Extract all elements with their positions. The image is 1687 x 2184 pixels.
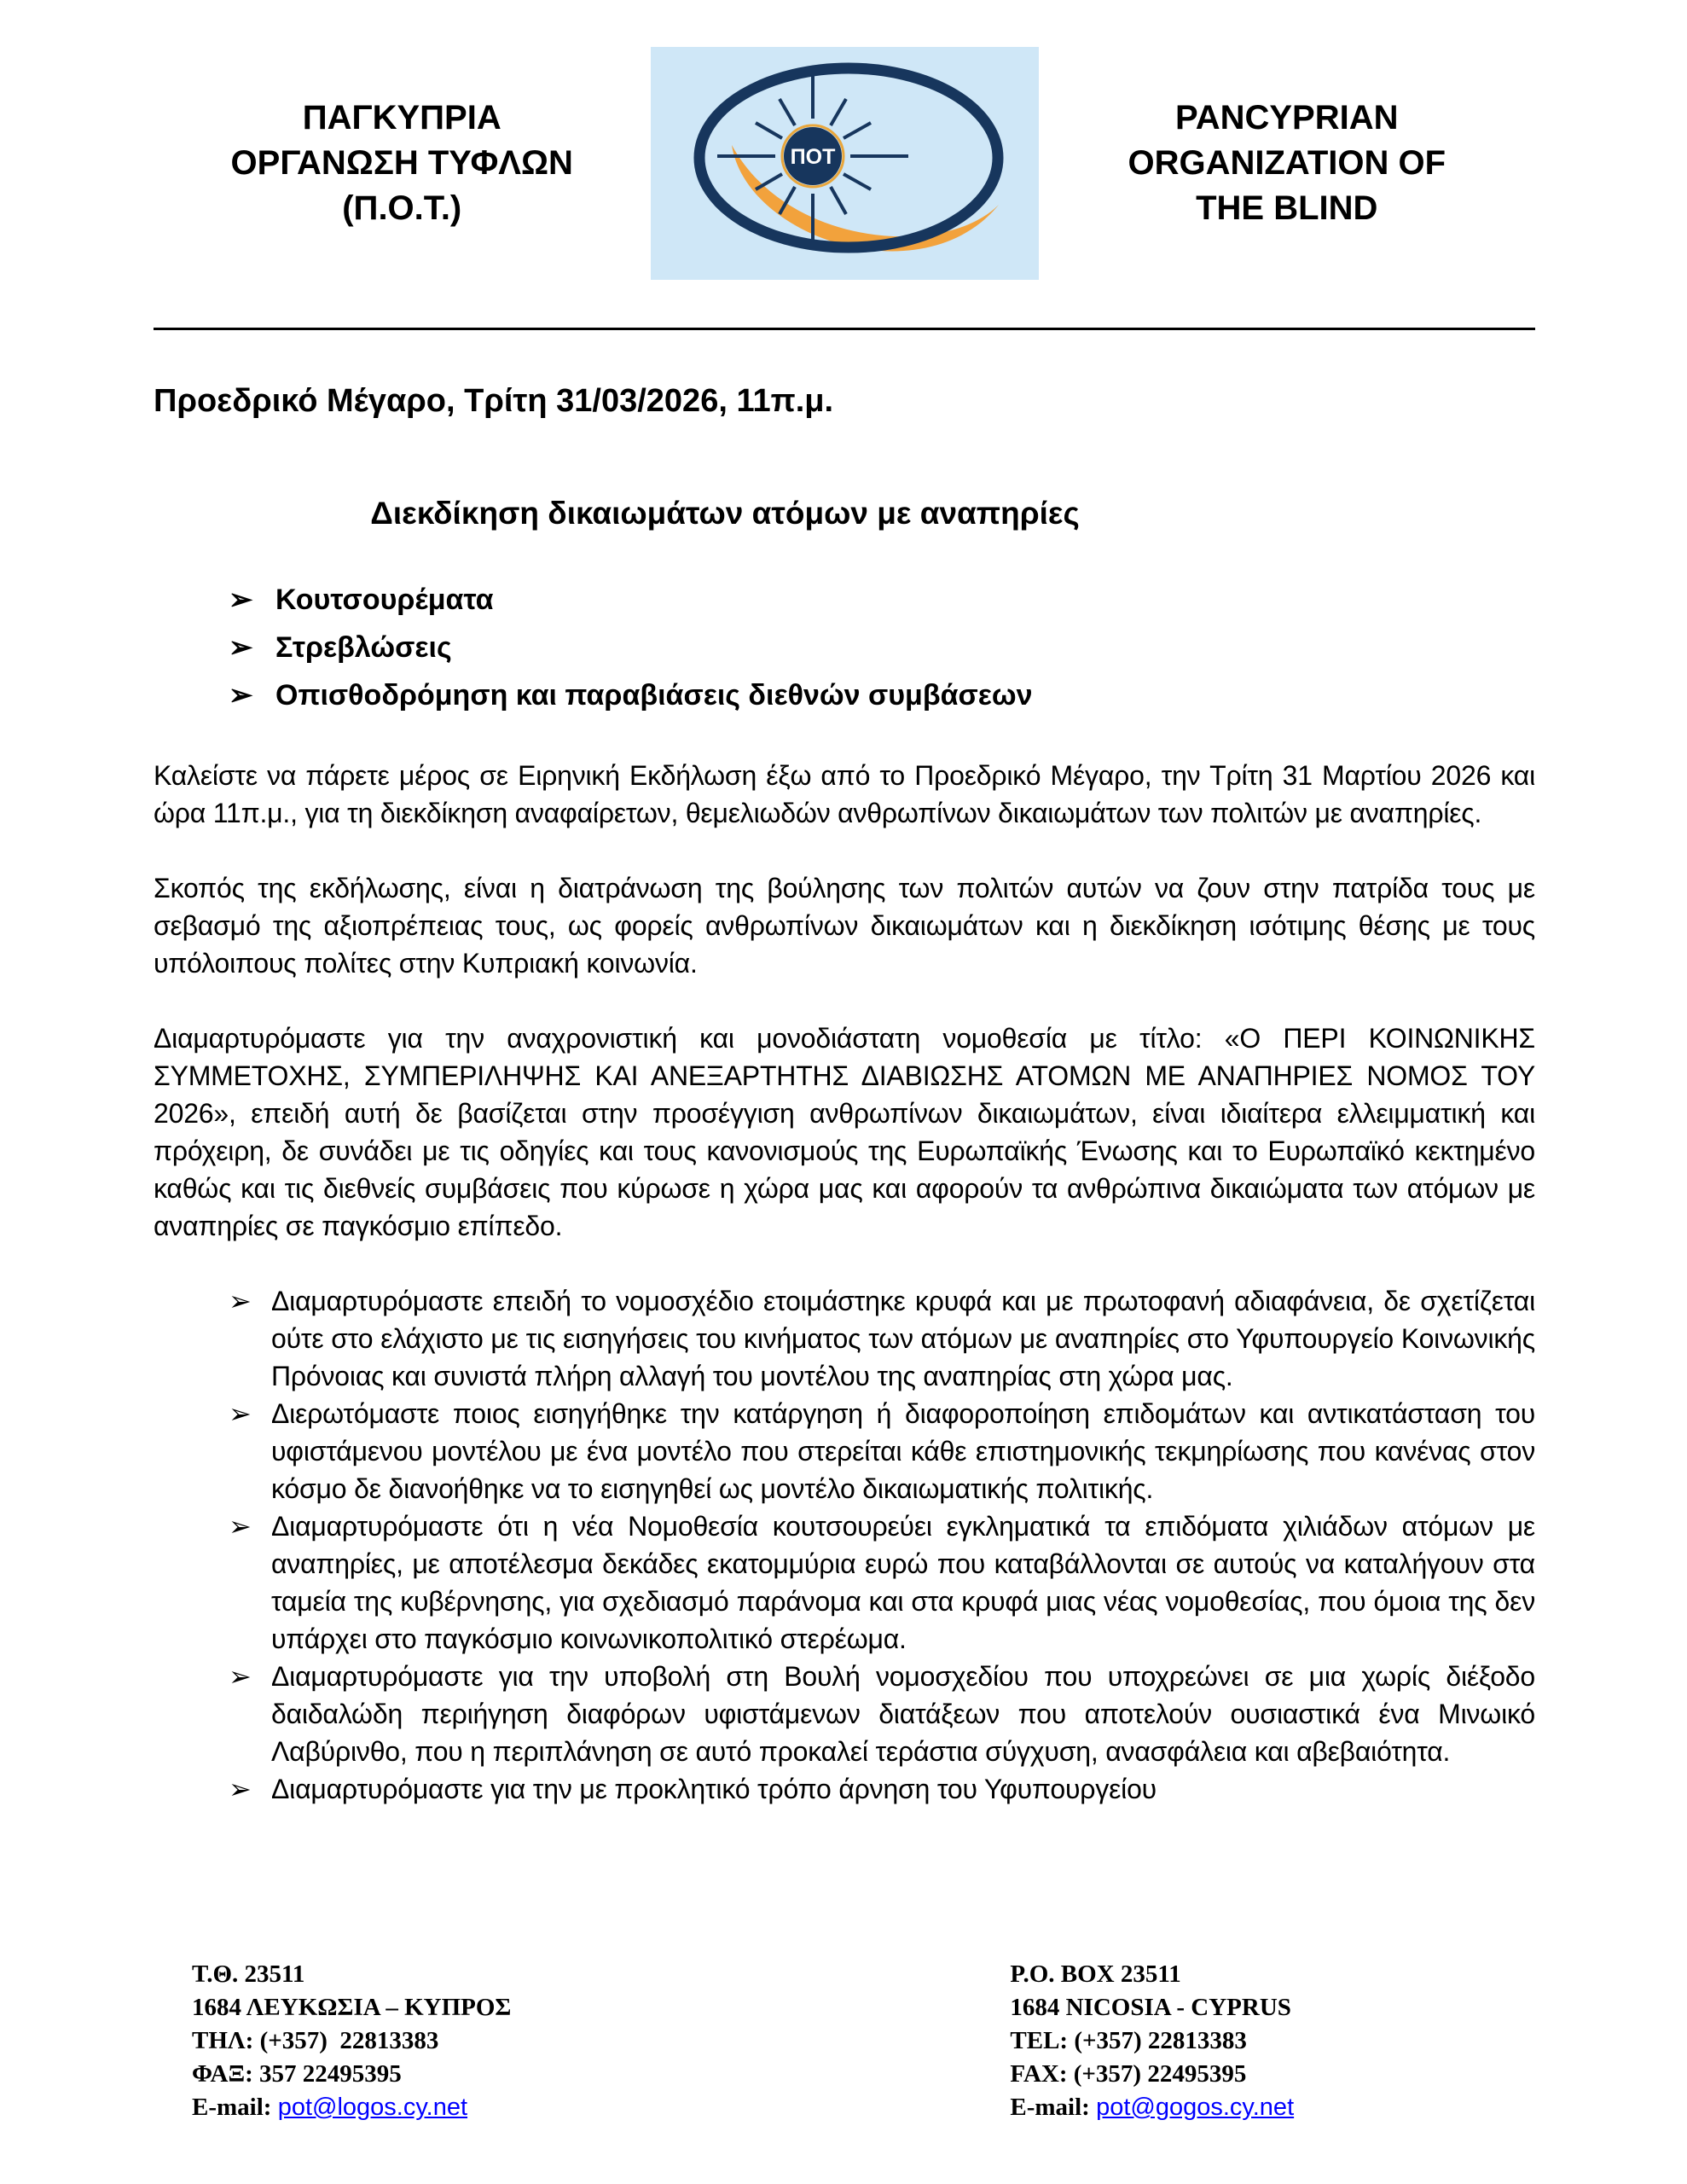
list-item bbox=[229, 1507, 1535, 1658]
phone-greek: ΤΗΛ: (+357) 22813383 bbox=[192, 2027, 439, 2054]
arrow-bullet-icon: ➢ bbox=[229, 1286, 252, 1316]
arrow-bullet-icon: ➢ bbox=[229, 1774, 252, 1804]
fax-english: FAX: (+357) 22495395 bbox=[1010, 2060, 1247, 2088]
email-link-english[interactable]: pot@gogos.cy.net bbox=[1096, 2094, 1295, 2121]
phone-english: TEL: (+357) 22813383 bbox=[1010, 2027, 1247, 2054]
arrow-bullet-icon: ➢ bbox=[229, 1661, 252, 1692]
logo-monogram: ΠΟΤ bbox=[790, 145, 835, 169]
arrow-bullet-icon: ➢ bbox=[229, 1511, 252, 1542]
org-name-english bbox=[1039, 96, 1536, 231]
key-point-label: Οπισθοδρόμηση και παραβιάσεις διεθνών συμβάσεων bbox=[275, 679, 1033, 712]
org-name-english-line: THE BLIND bbox=[1196, 189, 1378, 227]
email-label: E-mail: bbox=[1010, 2094, 1090, 2121]
po-box-english: P.O. BOX 23511 bbox=[1010, 1960, 1181, 1988]
list-item bbox=[229, 1395, 1535, 1507]
org-name-english-line: ORGANIZATION OF bbox=[1128, 144, 1446, 182]
po-box-greek: Τ.Θ. 23511 bbox=[192, 1960, 305, 1988]
paragraph: Διαμαρτυρόμαστε για την αναχρονιστική και μονοδιάστατη νομοθεσία με τίτλο: «Ο ΠΕΡΙ ΚΟΙΝΩΝΙΚΗΣ ΣΥΜΜΕΤΟΧΗΣ, ΣΥΜΠΕΡΙΛΗΨΗΣ ΚΑΙ ΑΝΕΞΑΡΤΗΤΗΣ ΔΙΑΒΙΩΣΗΣ ΑΤΟΜΩΝ ΜΕ ΑΝΑΠΗΡΙΕΣ ΝΟΜΟΣ ΤΟΥ 2026», επειδή αυτή δε βασίζεται στην προσέγγιση ανθρωπίνων δικαιωμάτων, είναι ιδιαίτερα ελλειμματική και πρόχειρη, δε συνάδει με τις οδηγίες και τους κανονισμούς της Ευρωπαϊκής Ένωσης και το Ευρωπαϊκό κεκτημένο καθώς και τις διεθνείς συμβάσεις που κύρωσε η χώρα μας και αφορούν τα ανθρώπινα δικαιώματα των ατόμων με αναπηρίες σε παγκόσμιο επίπεδο. bbox=[154, 1023, 1535, 1241]
email-line-english bbox=[1010, 2091, 1535, 2124]
arrow-bullet-icon: ➢ bbox=[229, 679, 253, 712]
list-item bbox=[229, 1770, 1535, 1808]
pot-logo-graphic bbox=[651, 47, 1039, 280]
protest-point-text: Διαμαρτυρόμαστε ότι η νέα Νομοθεσία κουτσουρεύει εγκληματικά τα επιδόματα χιλιάδων ατόμων με αναπηρίες, με αποτέλεσμα δεκάδες εκατομμύρια ευρώ που καταβάλλονται σε αυτούς να καταλήγουν στα ταμεία της κυβέρνησης, για σχεδιασμό παράνομα και στα κρυφά μιας νέας νομοθεσίας, που όμοια της δεν υπάρχει στο παγκόσμιο κοινωνικοπολιτικό στερέωμα. bbox=[271, 1511, 1535, 1654]
key-point-label: Στρεβλώσεις bbox=[275, 631, 452, 664]
address-greek: 1684 ΛΕΥΚΩΣΙΑ – ΚΥΠΡΟΣ bbox=[192, 1994, 512, 2021]
protest-point-text: Διαμαρτυρόμαστε για την υποβολή στη Βουλή νομοσχεδίου που υποχρεώνει σε μια χωρίς διέξοδο δαιδαλώδη περιήγηση διαφόρων υφιστάμενων διατάξεων που αποτελούν ουσιαστικά ένα Μινωικό Λαβύρινθο, που η περιπλάνηση σε αυτό προκαλεί τεράστια σύγχυση, ανασφάλεια και αβεβαιότητα. bbox=[271, 1661, 1535, 1767]
paragraph: Καλείστε να πάρετε μέρος σε Ειρηνική Εκδήλωση έξω από το Προεδρικό Μέγαρο, την Τρίτη 31 Μαρτίου 2026 και ώρα 11π.μ., για τη διεκδίκηση αναφαίρετων, θεμελιωδών ανθρωπίνων δικαιωμάτων των πολιτών με αναπηρίες. bbox=[154, 760, 1535, 828]
org-name-greek-line: (Π.Ο.Τ.) bbox=[342, 189, 462, 227]
list-item bbox=[229, 1282, 1535, 1395]
org-name-greek-line: ΟΡΓΑΝΩΣΗ ΤΥΦΛΩΝ bbox=[230, 144, 573, 182]
list-item bbox=[229, 1658, 1535, 1770]
arrow-bullet-icon: ➢ bbox=[229, 1398, 252, 1429]
contact-block-english bbox=[1010, 1958, 1535, 2124]
protest-point-text: Διαμαρτυρόμαστε για την με προκλητικό τρόπο άρνηση του Υφυπουργείου bbox=[271, 1774, 1157, 1804]
protest-points-list bbox=[154, 1282, 1535, 1808]
pot-logo bbox=[651, 47, 1039, 280]
header-divider bbox=[154, 328, 1535, 330]
list-item bbox=[229, 624, 1535, 671]
key-points-list bbox=[154, 576, 1535, 719]
page-title: Διεκδίκηση δικαιωμάτων ατόμων με αναπηρίες bbox=[370, 496, 1080, 531]
contact-block-greek bbox=[154, 1958, 1010, 2124]
email-line-greek bbox=[192, 2091, 1010, 2124]
org-name-greek bbox=[154, 96, 651, 231]
list-item bbox=[229, 576, 1535, 624]
arrow-bullet-icon: ➢ bbox=[229, 631, 253, 664]
arrow-bullet-icon: ➢ bbox=[229, 584, 253, 616]
protest-point-text: Διερωτόμαστε ποιος εισηγήθηκε την κατάργηση ή διαφοροποίηση επιδομάτων και αντικατάσταση του υφιστάμενου μοντέλου με ένα μοντέλο που στερείται κάθε επιστημονικής τεκμηρίωσης που κανένας στον κόσμο δε διανοήθηκε να το εισηγηθεί ως μοντέλο δικαιωματικής πολιτικής. bbox=[271, 1398, 1535, 1504]
key-point-label: Κουτσουρέματα bbox=[275, 584, 494, 616]
email-label: E-mail: bbox=[192, 2094, 272, 2121]
address-english: 1684 NICOSIA - CYPRUS bbox=[1010, 1994, 1291, 2021]
contact-footer bbox=[154, 1958, 1535, 2124]
org-name-english-line: PANCYPRIAN bbox=[1174, 99, 1399, 136]
paragraph: Σκοπός της εκδήλωσης, είναι η διατράνωση της βούλησης των πολιτών αυτών να ζουν στην πατρίδα τους με σεβασμό της αξιοπρέπειας τους, ως φορείς ανθρωπίνων δικαιωμάτων και η διεκδίκηση ισότιμης θέσης με τους υπόλοιπους πολίτες στην Κυπριακή κοινωνία. bbox=[154, 873, 1535, 979]
letterhead bbox=[154, 47, 1535, 280]
dateline: Προεδρικό Μέγαρο, Τρίτη 31/03/2026, 11π.μ. bbox=[154, 383, 834, 419]
fax-greek: ΦΑΞ: 357 22495395 bbox=[192, 2060, 402, 2088]
email-link-greek[interactable]: pot@logos.cy.net bbox=[277, 2094, 468, 2121]
list-item bbox=[229, 671, 1535, 719]
protest-point-text: Διαμαρτυρόμαστε επειδή το νομοσχέδιο ετοιμάστηκε κρυφά και με πρωτοφανή αδιαφάνεια, δε σχετίζεται ούτε στο ελάχιστο με τις εισηγήσεις του κινήματος των ατόμων με αναπηρίες στο Υφυπουργείο Κοινωνικής Πρόνοιας και συνιστά πλήρη αλλαγή του μοντέλου της αναπηρίας στη χώρα μας. bbox=[271, 1286, 1535, 1391]
org-name-greek-line: ΠΑΓΚΥΠΡΙΑ bbox=[302, 99, 501, 136]
